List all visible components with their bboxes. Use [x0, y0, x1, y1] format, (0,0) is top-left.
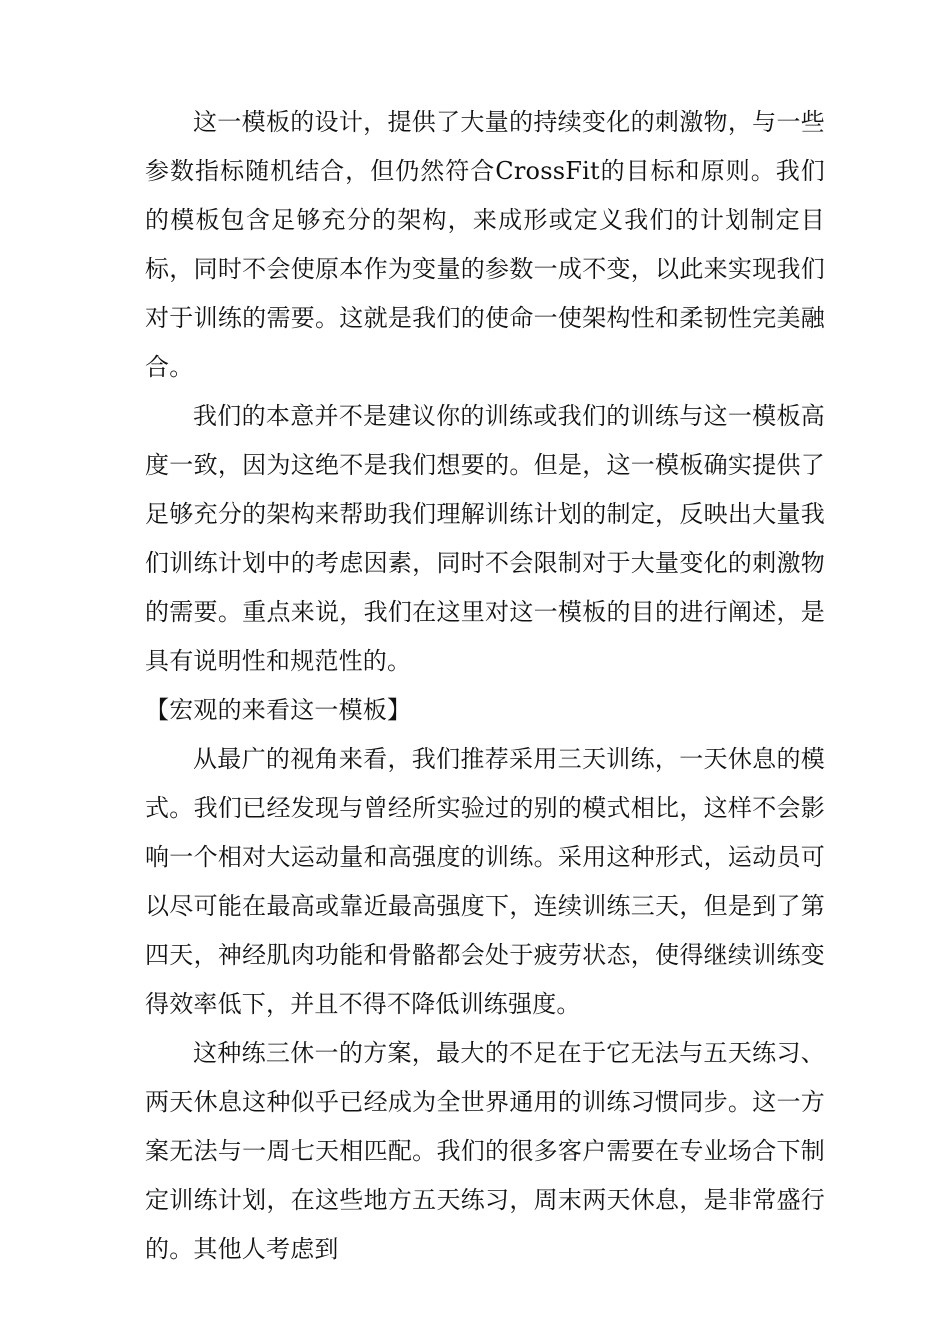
paragraph-scheme-limitation: 这种练三休一的方案，最大的不足在于它无法与五天练习、两天休息这种似乎已经成为全世界通用的训练习惯同步。这一方案无法与一周七天相匹配。我们的很多客户需要在专业场合下制定训练计划，在这些地方五天练习，周末两天休息，是非常盛行的。其他人考虑到 [145, 1039, 825, 1263]
paragraph-three-on-one-off: 从最广的视角来看，我们推荐采用三天训练，一天休息的模式。我们已经发现与曾经所实验过的别的模式相比，这样不会影响一个相对大运动量和高强度的训练。采用这种形式，运动员可以尽可能在最高或靠近最高强度下，连续训练三天，但是到了第四天，神经肌肉功能和骨骼都会处于疲劳状态，使得继续训练变得效率低下，并且不得不降低训练强度。 [145, 745, 825, 1018]
section-heading: 【宏观的来看这一模板】 [145, 696, 412, 724]
document-body [145, 98, 825, 1274]
paragraph-template-design: 这一模板的设计，提供了大量的持续变化的刺激物，与一些参数指标随机结合，但仍然符合CrossFit的目标和原则。我们的模板包含足够充分的架构，来成形或定义我们的计划制定目标，同时不会使原本作为变量的参数一成不变，以此来实现我们对于训练的需要。这就是我们的使命一使架构性和柔韧性完美融合。 [145, 108, 825, 381]
paragraph-intent: 我们的本意并不是建议你的训练或我们的训练与这一模板高度一致，因为这绝不是我们想要的。但是，这一模板确实提供了足够充分的架构来帮助我们理解训练计划的制定，反映出大量我们训练计划中的考虑因素，同时不会限制对于大量变化的刺激物的需要。重点来说，我们在这里对这一模板的目的进行阐述，是具有说明性和规范性的。 [145, 402, 825, 675]
